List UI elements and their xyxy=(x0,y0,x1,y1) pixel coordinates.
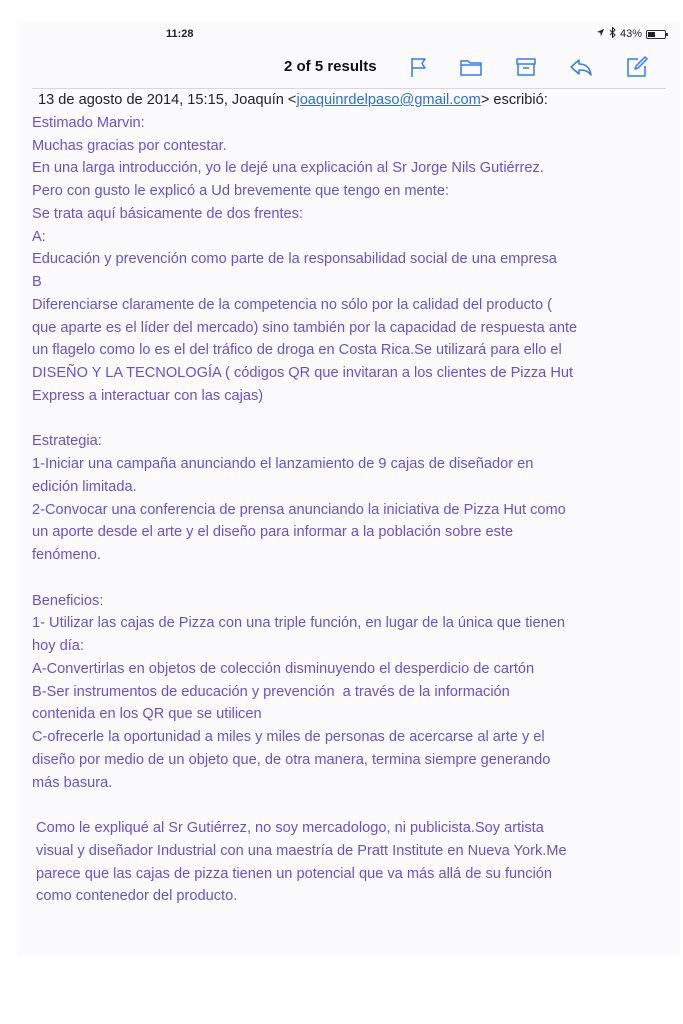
results-count: 2 of 5 results xyxy=(284,58,377,75)
quoted-line: visual y diseñador Industrial con una maestría de Pratt Institute en Nueva York.Me xyxy=(32,842,567,859)
quoted-line: Muchas gracias por contestar. xyxy=(32,137,227,154)
quote-header-suffix: > escribió: xyxy=(480,92,548,108)
quote-header xyxy=(32,89,672,112)
email-body xyxy=(32,89,672,908)
quoted-line: 1- Utilizar las cajas de Pizza con una triple función, en lugar de la única que tienen xyxy=(32,615,565,632)
quoted-line: un flagelo como lo es el del tráfico de droga en Costa Rica.Se utilizará para ello el xyxy=(32,342,562,359)
quoted-line: Estimado Marvin: xyxy=(32,114,145,131)
quoted-line: parece que las cajas de pizza tienen un potencial que va más allá de su función xyxy=(32,865,553,882)
quoted-line: como contenedor del producto. xyxy=(32,888,238,905)
quoted-line: fenómeno. xyxy=(32,547,101,563)
blank-line xyxy=(32,794,672,817)
quoted-line: Diferenciarse claramente de la competencia no sólo por la calidad del producto ( xyxy=(32,296,552,313)
status-time: 11:28 xyxy=(166,28,194,40)
quoted-line: Beneficios: xyxy=(32,592,104,609)
blank-line xyxy=(32,567,672,590)
quote-header-prefix: 13 de agosto de 2014, 15:15, Joaquín < xyxy=(38,92,297,108)
quoted-line: Se trata aquí básicamente de dos frentes: xyxy=(32,205,303,222)
quoted-line: B-Ser instrumentos de educación y prevención a través de la información xyxy=(32,683,510,700)
quoted-line: DISEÑO Y LA TECNOLOGÍA ( códigos QR que invitaran a los clientes de Pizza Hut xyxy=(32,365,574,381)
battery-fill xyxy=(648,32,655,37)
quoted-line: En una larga introducción, yo le dejé una explicación al Sr Jorge Nils Gutiérrez. xyxy=(32,160,544,177)
quoted-message xyxy=(32,112,672,908)
quoted-line: más basura. xyxy=(32,774,113,791)
sender-email-link[interactable]: joaquinrdelpaso@gmail.com xyxy=(296,92,481,108)
quoted-line: A: xyxy=(32,228,46,245)
reply-icon[interactable] xyxy=(568,54,594,80)
folder-icon[interactable] xyxy=(458,54,484,80)
quoted-line: Express a interactuar con las cajas) xyxy=(32,387,264,404)
quoted-line: contenida en los QR que se utilicen xyxy=(32,706,262,723)
quoted-line: 1-Iniciar una campaña anunciando el lanzamiento de 9 cajas de diseñador en xyxy=(32,456,534,472)
blank-line xyxy=(32,408,672,431)
quoted-line: edición limitada. xyxy=(32,478,137,495)
location-arrow-icon xyxy=(596,28,605,40)
compose-icon[interactable] xyxy=(624,54,650,80)
battery-percent: 43% xyxy=(619,28,642,40)
quoted-line: un aporte desde el arte y el diseño para informar a la población sobre este xyxy=(32,524,514,541)
flag-icon[interactable] xyxy=(406,54,432,80)
quoted-line: 2-Convocar una conferencia de prensa anunciando la iniciativa de Pizza Hut como xyxy=(32,501,566,518)
quoted-line: que aparte es el líder del mercado) sino también por la capacidad de respuesta ante xyxy=(32,319,578,336)
quoted-line: Educación y prevención como parte de la responsabilidad social de una empresa xyxy=(32,251,557,268)
archive-icon[interactable] xyxy=(513,54,539,80)
quoted-line: Estrategia: xyxy=(32,433,102,450)
quoted-line: Pero con gusto le explicó a Ud brevemente que tengo en mente: xyxy=(32,183,449,199)
status-right xyxy=(596,27,666,41)
quoted-line: B xyxy=(32,274,42,290)
battery-icon xyxy=(646,30,666,39)
bluetooth-icon xyxy=(609,27,616,41)
status-bar xyxy=(18,22,680,46)
quoted-line: A-Convertirlas en objetos de colección disminuyendo el desperdicio de cartón xyxy=(32,660,535,677)
quoted-line: hoy día: xyxy=(32,638,84,654)
quoted-line: Como le expliqué al Sr Gutiérrez, no soy mercadologo, ni publicista.Soy artista xyxy=(32,820,544,836)
mail-screen xyxy=(18,22,680,956)
quoted-line: C-ofrecerle la oportunidad a miles y miles de personas de acercarse al arte y el xyxy=(32,729,545,745)
quoted-line: diseño por medio de un objeto que, de otra manera, termina siempre generando xyxy=(32,751,551,768)
toolbar xyxy=(18,46,680,90)
